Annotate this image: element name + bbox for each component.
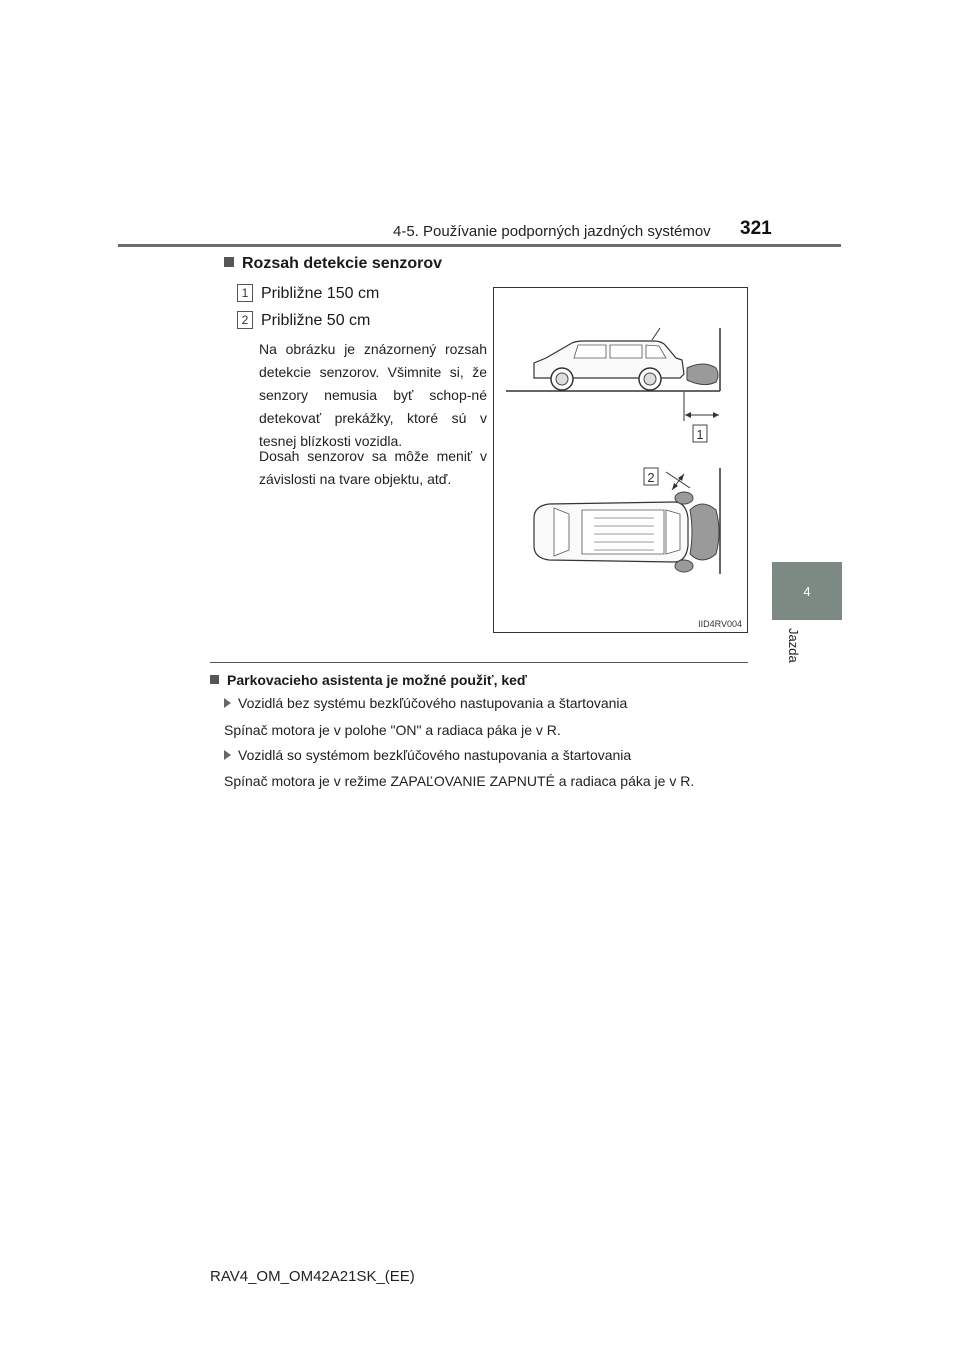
callout-2-icon: 2: [237, 311, 253, 329]
section-title-text: Rozsah detekcie senzorov: [242, 255, 443, 272]
chapter-tab: [772, 562, 842, 620]
subsection-divider: [210, 662, 748, 663]
condition-text-2: Spínač motora je v režime ZAPAĽOVANIE ZAPNUTÉ a radiaca páka je v R.: [224, 773, 695, 789]
range-item-1-text: Približne 150 cm: [261, 285, 380, 302]
range-item-2: [237, 311, 370, 330]
running-header: 4-5. Používanie podporných jazdných systémov: [393, 223, 711, 240]
figure-callout-2: 2: [647, 470, 655, 485]
figure-id: IID4RV004: [698, 619, 742, 629]
triangle-bullet-icon: [224, 698, 231, 708]
chapter-label: Jazda: [786, 628, 801, 663]
subsection-title: [210, 672, 527, 688]
sensor-range-illustration: [494, 288, 747, 632]
triangle-bullet-icon: [224, 750, 231, 760]
callout-1-icon: 1: [237, 284, 253, 302]
sensor-range-figure: [493, 287, 748, 633]
condition-text-1: Spínač motora je v polohe "ON" a radiaca páka je v R.: [224, 722, 561, 738]
condition-bullet-2: [224, 747, 631, 763]
figure-callout-1: 1: [696, 427, 704, 442]
square-bullet-icon: [210, 675, 219, 684]
range-note-2: Dosah senzorov sa môže meniť v závislosti na tvare objektu, atď.: [259, 448, 487, 487]
condition-bullet-1: [224, 695, 627, 711]
range-note-1: Na obrázku je znázornený rozsah detekcie senzorov. Všimnite si, že senzory nemusia byť schop-né detekovať prekážky, ktoré sú v tesnej blízkosti vozidla.: [259, 341, 487, 449]
range-item-1: [237, 284, 379, 303]
page-number: 321: [740, 218, 772, 239]
square-bullet-icon: [224, 257, 234, 267]
condition-bullet-1-text: Vozidlá bez systému bezkľúčového nastupovania a štartovania: [238, 695, 628, 711]
section-title: [224, 255, 442, 273]
header-divider: [118, 244, 841, 247]
condition-bullet-2-text: Vozidlá so systémom bezkľúčového nastupovania a štartovania: [238, 747, 632, 763]
range-item-2-text: Približne 50 cm: [261, 312, 371, 329]
subsection-title-text: Parkovacieho asistenta je možné použiť, keď: [227, 672, 527, 688]
chapter-number: 4: [803, 583, 811, 599]
document-code: RAV4_OM_OM42A21SK_(EE): [210, 1268, 415, 1285]
